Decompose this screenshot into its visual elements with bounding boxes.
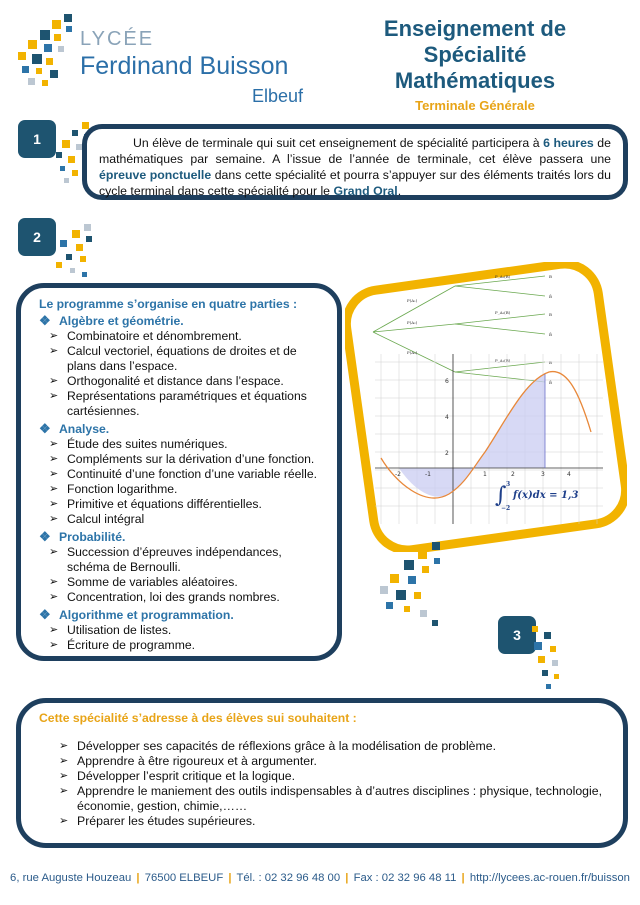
list-item bbox=[39, 467, 323, 482]
svg-text:B: B bbox=[549, 312, 552, 317]
program-part-list bbox=[39, 437, 323, 527]
tick-x-4: 4 bbox=[567, 471, 571, 478]
mosaic-decoration-2 bbox=[52, 222, 98, 286]
program-part-heading bbox=[39, 313, 323, 329]
badge-3: 3 bbox=[498, 616, 536, 654]
svg-text:P_A₁(B): P_A₁(B) bbox=[495, 274, 511, 279]
list-item bbox=[39, 497, 323, 512]
logo-school-name: Ferdinand Buisson bbox=[80, 52, 289, 80]
badge-1: 1 bbox=[18, 120, 56, 158]
tick-x-3: 3 bbox=[541, 471, 545, 478]
program-box bbox=[16, 283, 342, 661]
svg-text:B̄: B̄ bbox=[549, 380, 552, 385]
program-part-list bbox=[39, 329, 323, 419]
program-part-heading bbox=[39, 529, 323, 545]
diamond-bullet-icon: ❖ bbox=[39, 421, 51, 436]
svg-text:B: B bbox=[549, 274, 552, 279]
illustration-frame bbox=[345, 262, 627, 552]
intro-text-2: de mathématiques par semaine. A l’issue de l’année de terminale, cet élève passera une bbox=[99, 136, 611, 166]
svg-text:P(A₁): P(A₁) bbox=[407, 298, 418, 303]
svg-text:B: B bbox=[549, 360, 552, 365]
list-item bbox=[39, 590, 323, 605]
svg-text:B̄: B̄ bbox=[549, 332, 552, 337]
integral-upper-bound: 3 bbox=[506, 481, 511, 488]
intro-highlight-hours: 6 heures bbox=[543, 136, 594, 150]
arrow-bullet-icon: ➢ bbox=[59, 755, 69, 767]
list-item bbox=[39, 374, 323, 389]
list-item-text: Apprendre le maniement des outils indispensables à d’autres disciplines : physique, technologie, économie, gestion, chimie,…… bbox=[77, 784, 602, 813]
intro-text-4: . bbox=[397, 184, 402, 198]
audience-intro: Cette spécialité s’adresse à des élèves sui souhaitent : bbox=[39, 711, 357, 725]
list-item bbox=[39, 329, 323, 344]
audience-list bbox=[39, 739, 605, 829]
tick-y-4: 4 bbox=[445, 414, 449, 421]
part-heading-label: Algorithme et programmation. bbox=[59, 608, 234, 622]
part-heading-label: Probabilité. bbox=[59, 530, 126, 544]
arrow-bullet-icon: ➢ bbox=[59, 740, 69, 752]
list-item bbox=[39, 575, 323, 590]
logo-mosaic bbox=[14, 12, 76, 92]
list-item-text: Primitive et équations différentielles. bbox=[67, 497, 262, 511]
list-item-text: Développer ses capacités de réflexions grâce à la modélisation de problème. bbox=[77, 739, 497, 753]
list-item-text: Continuité d’une fonction d’une variable réelle. bbox=[67, 467, 318, 481]
arrow-bullet-icon: ➢ bbox=[59, 815, 69, 827]
list-item bbox=[39, 769, 605, 784]
arrow-bullet-icon: ➢ bbox=[59, 770, 69, 782]
list-item-text: Succession d’épreuves indépendances, schéma de Bernoulli. bbox=[67, 545, 282, 574]
list-item-text: Écriture de programme. bbox=[67, 638, 196, 652]
arrow-bullet-icon: ➢ bbox=[49, 468, 59, 480]
footer-city: 76500 ELBEUF bbox=[144, 872, 224, 884]
intro-highlight-exam: épreuve ponctuelle bbox=[99, 168, 212, 182]
intro-text-1: Un élève de terminale qui suit cet enseignement de spécialité participera à bbox=[133, 136, 544, 150]
arrow-bullet-icon: ➢ bbox=[49, 624, 59, 636]
list-item-text: Utilisation de listes. bbox=[67, 623, 172, 637]
footer-separator: | bbox=[228, 872, 232, 884]
logo-lycee-text: LYCÉE bbox=[80, 28, 155, 50]
intro-text-3: dans cette spécialité et pourra s’appuyer sur des éléments traités lors du cycle terminal dans cette spécialité pour le bbox=[99, 168, 611, 198]
svg-text:P(A₂): P(A₂) bbox=[407, 320, 418, 325]
list-item-text: Orthogonalité et distance dans l’espace. bbox=[67, 374, 284, 388]
program-part-heading bbox=[39, 607, 323, 623]
arrow-bullet-icon: ➢ bbox=[59, 785, 69, 797]
page-subtitle: Terminale Générale bbox=[415, 98, 535, 113]
part-heading-label: Algèbre et géométrie. bbox=[59, 314, 184, 328]
arrow-bullet-icon: ➢ bbox=[49, 438, 59, 450]
badge-2: 2 bbox=[18, 218, 56, 256]
arrow-bullet-icon: ➢ bbox=[49, 498, 59, 510]
list-item-text: Étude des suites numériques. bbox=[67, 437, 228, 451]
program-part-list bbox=[39, 545, 323, 605]
list-item-text: Calcul intégral bbox=[67, 512, 145, 526]
list-item bbox=[39, 638, 323, 653]
footer-separator: | bbox=[136, 872, 140, 884]
footer-website-link[interactable]: http://lycees.ac-rouen.fr/buisson bbox=[469, 872, 630, 884]
arrow-bullet-icon: ➢ bbox=[49, 330, 59, 342]
arrow-bullet-icon: ➢ bbox=[49, 639, 59, 651]
list-item bbox=[39, 739, 605, 754]
part-heading-label: Analyse. bbox=[59, 422, 110, 436]
title-line-1: Enseignement de bbox=[383, 16, 567, 41]
footer-separator: | bbox=[345, 872, 349, 884]
intro-highlight-grand-oral: Grand Oral bbox=[333, 184, 398, 198]
mosaic-decoration-4 bbox=[528, 620, 568, 700]
list-item-text: Concentration, loi des grands nombres. bbox=[67, 590, 280, 604]
tick-x-2: 2 bbox=[511, 471, 515, 478]
list-item bbox=[39, 482, 323, 497]
diamond-bullet-icon: ❖ bbox=[39, 313, 51, 328]
list-item bbox=[39, 437, 323, 452]
arrow-bullet-icon: ➢ bbox=[49, 375, 59, 387]
logo-city: Elbeuf bbox=[252, 86, 304, 106]
svg-text:∫: ∫ bbox=[495, 483, 507, 508]
list-item-text: Apprendre à être rigoureux et à argumenter. bbox=[77, 754, 317, 768]
list-item-text: Calcul vectoriel, équations de droites et de plans dans l’espace. bbox=[67, 344, 297, 373]
list-item bbox=[39, 784, 605, 814]
list-item bbox=[39, 623, 323, 638]
list-item bbox=[39, 754, 605, 769]
svg-text:B̄: B̄ bbox=[549, 294, 552, 299]
diamond-bullet-icon: ❖ bbox=[39, 607, 51, 622]
tick-x--2: -2 bbox=[395, 471, 401, 478]
tick-y-6: 6 bbox=[445, 378, 449, 385]
list-item-text: Fonction logarithme. bbox=[67, 482, 178, 496]
list-item-text: Développer l’esprit critique et la logique. bbox=[77, 769, 296, 783]
intro-box bbox=[82, 124, 628, 200]
math-illustration bbox=[345, 262, 627, 552]
svg-text:P_A₂(B): P_A₂(B) bbox=[495, 310, 511, 315]
arrow-bullet-icon: ➢ bbox=[49, 390, 59, 402]
tick-x--1: -1 bbox=[425, 471, 431, 478]
list-item bbox=[39, 344, 323, 374]
arrow-bullet-icon: ➢ bbox=[49, 453, 59, 465]
diamond-bullet-icon: ❖ bbox=[39, 529, 51, 544]
svg-text:P(A₃): P(A₃) bbox=[407, 350, 418, 355]
program-intro: Le programme s’organise en quatre parties : bbox=[39, 297, 298, 311]
mosaic-decoration-3 bbox=[376, 540, 448, 630]
arrow-bullet-icon: ➢ bbox=[49, 345, 59, 357]
arrow-bullet-icon: ➢ bbox=[49, 513, 59, 525]
list-item bbox=[39, 814, 605, 829]
arrow-bullet-icon: ➢ bbox=[49, 591, 59, 603]
page-title bbox=[350, 16, 600, 94]
list-item bbox=[39, 389, 323, 419]
footer-fax: Fax : 02 32 96 48 11 bbox=[353, 872, 457, 884]
tick-y-2: 2 bbox=[445, 450, 449, 457]
list-item bbox=[39, 512, 323, 527]
footer-address: 6, rue Auguste Houzeau bbox=[10, 872, 132, 884]
integral-expression: f(x)dx = 1,3 bbox=[513, 490, 579, 501]
program-part-heading bbox=[39, 421, 323, 437]
list-item-text: Préparer les études supérieures. bbox=[77, 814, 256, 828]
footer-contact bbox=[0, 872, 640, 884]
list-item-text: Représentations paramétriques et équations cartésiennes. bbox=[67, 389, 307, 418]
arrow-bullet-icon: ➢ bbox=[49, 546, 59, 558]
list-item-text: Somme de variables aléatoires. bbox=[67, 575, 238, 589]
arrow-bullet-icon: ➢ bbox=[49, 483, 59, 495]
title-line-2: Spécialité bbox=[423, 42, 527, 67]
list-item-text: Combinatoire et dénombrement. bbox=[67, 329, 242, 343]
arrow-bullet-icon: ➢ bbox=[49, 576, 59, 588]
footer-separator: | bbox=[461, 872, 465, 884]
intro-paragraph bbox=[99, 135, 611, 199]
program-part-list bbox=[39, 623, 323, 653]
list-item bbox=[39, 545, 323, 575]
integral-lower-bound: −2 bbox=[501, 505, 511, 512]
footer-phone: Tél. : 02 32 96 48 00 bbox=[236, 872, 341, 884]
svg-text:P_A₃(B): P_A₃(B) bbox=[495, 358, 511, 363]
list-item-text: Compléments sur la dérivation d’une fonction. bbox=[67, 452, 315, 466]
title-line-3: Mathématiques bbox=[394, 68, 556, 93]
audience-box bbox=[16, 698, 628, 848]
list-item bbox=[39, 452, 323, 467]
tick-x-1: 1 bbox=[483, 471, 487, 478]
